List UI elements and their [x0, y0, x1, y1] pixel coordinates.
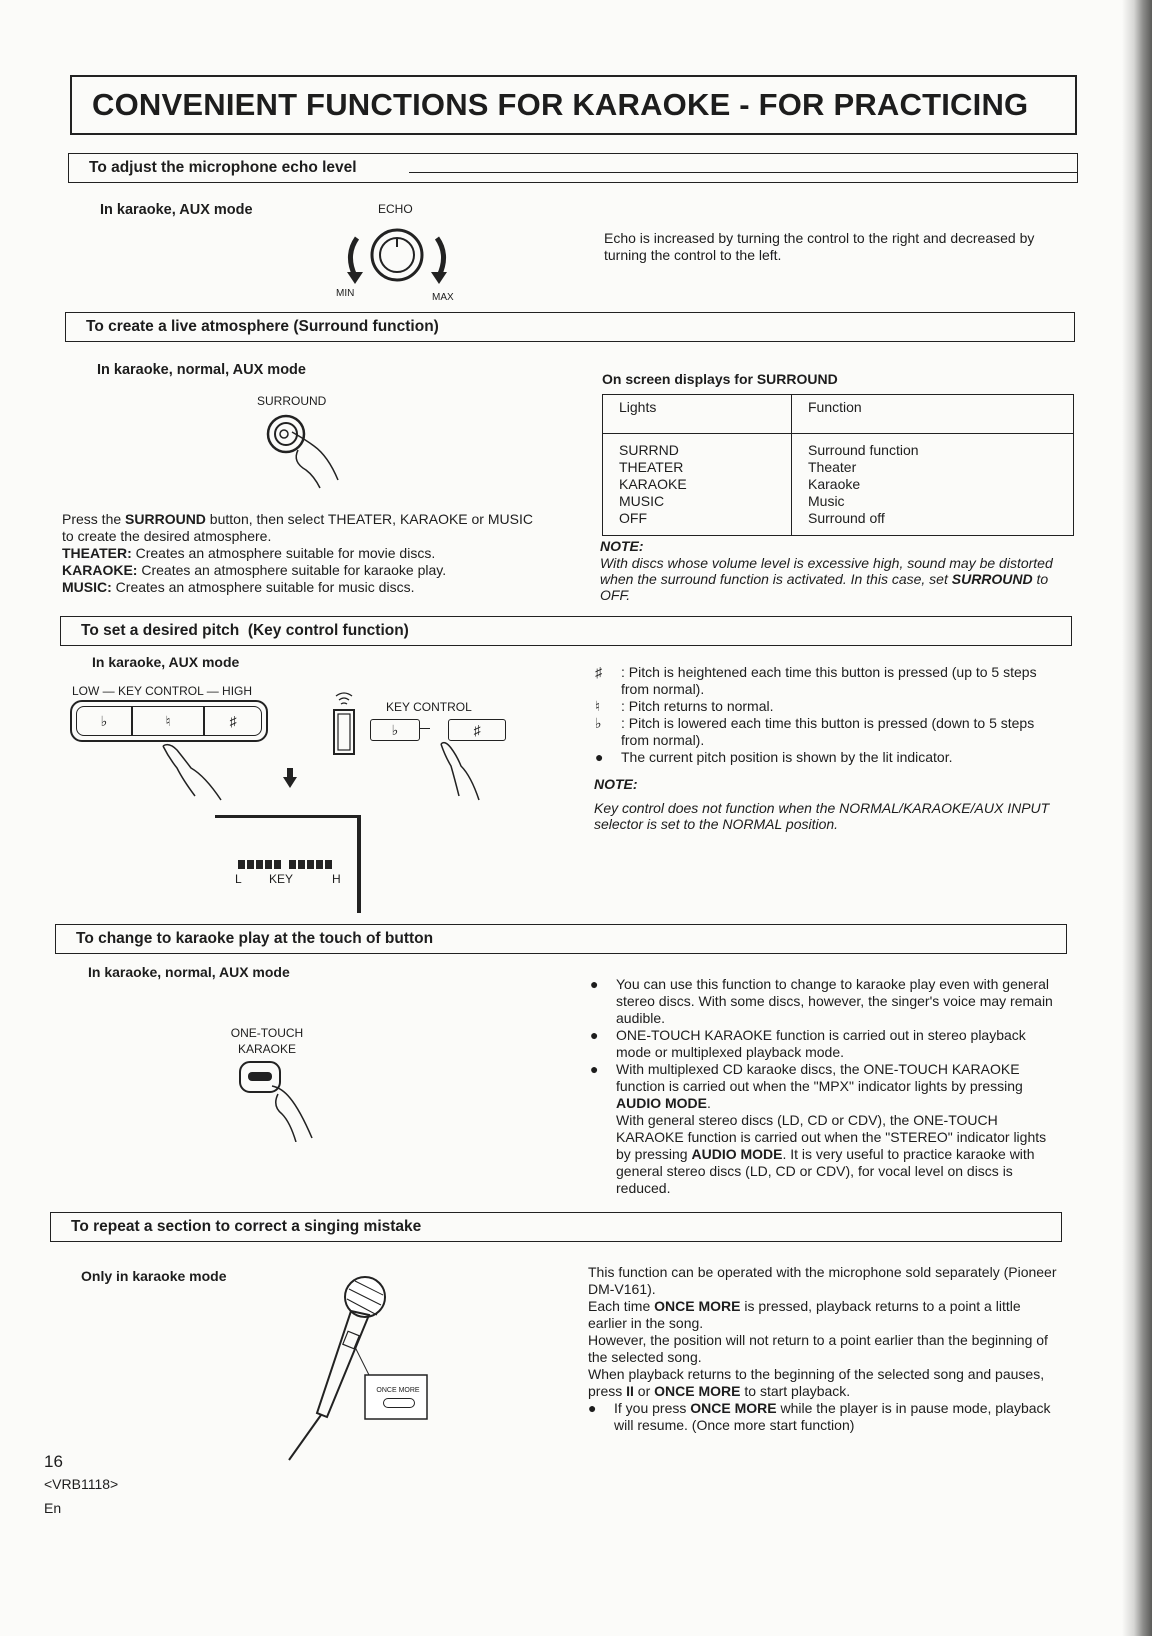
onetouch-label-1: ONE-TOUCH: [230, 1026, 304, 1040]
repeat-p2-pre: Each time: [588, 1298, 655, 1314]
function-item: Music: [808, 493, 845, 509]
pitch-section-header: [60, 616, 1072, 646]
repeat-bullet-text: [614, 1400, 1058, 1434]
echo-knob-icon: [335, 220, 460, 292]
mode-karaoke-name: KARAOKE:: [62, 562, 138, 578]
surround-heading: To create a live atmosphere (Surround function): [86, 318, 439, 335]
repeat-p2-post: is pressed, playback returns to a point a little earlier in the song.: [588, 1298, 1021, 1331]
remote-flat-button[interactable]: ♭: [370, 719, 420, 741]
repeat-p3: However, the position will not return to a point earlier than the beginning of the selected song.: [588, 1332, 1048, 1365]
light-item: MUSIC: [619, 493, 665, 509]
mic-once-more-label: ONCE MORE: [376, 1387, 420, 1394]
onetouch-bullet-1: You can use this function to change to karaoke play even with general stereo discs. With some discs, however, the singer's voice may remain audible.: [616, 976, 1053, 1026]
meter-high-label: H: [332, 872, 341, 886]
pitch-note: Key control does not function when the NORMAL/KARAOKE/AUX INPUT selector is set to the NORMAL position.: [594, 800, 1050, 832]
repeat-p1: This function can be operated with the microphone sold separately (Pioneer DM-V161).: [588, 1264, 1057, 1297]
remote-button-divider: [420, 728, 430, 729]
page-title: CONVENIENT FUNCTIONS FOR KARAOKE - FOR PRACTICING: [92, 87, 1029, 122]
surround-press-post: button, then select THEATER, KARAOKE or MUSIC to create the desired atmosphere.: [62, 511, 533, 544]
surround-note-post: to OFF.: [600, 571, 1049, 603]
pitch-item-symbol: ♮: [595, 698, 601, 714]
repeat-bullet-pre: If you press: [614, 1400, 691, 1416]
pitch-item-symbol: ♭: [595, 715, 602, 731]
pitch-heading-main: To set a desired pitch: [81, 622, 240, 639]
repeat-p2-bold: ONCE MORE: [654, 1298, 741, 1314]
pitch-item-text: The current pitch position is shown by the lit indicator.: [621, 749, 953, 765]
surround-press-bold: SURROUND: [125, 511, 206, 527]
microphone-icon: [265, 1275, 450, 1465]
surround-table-title: On screen displays for SURROUND: [602, 371, 838, 387]
function-item: Theater: [808, 459, 857, 475]
surround-press-pre: Press the: [62, 511, 126, 527]
doc-code: <VRB1118>: [44, 1476, 119, 1492]
meter-key-label: KEY: [269, 872, 294, 886]
meter-low-label: L: [235, 872, 242, 886]
echo-mode: In karaoke, AUX mode: [100, 202, 253, 218]
onetouch-bullet-2: ONE-TOUCH KARAOKE function is carried out in stereo playback mode or multiplexed playback mode.: [616, 1027, 1026, 1060]
onetouch-bullet: ● ONE-TOUCH KARAOKE function is carried out in stereo playback mode or multiplexed playback mode.: [590, 1027, 1064, 1061]
pitch-item-text: : Pitch returns to normal.: [621, 698, 774, 714]
surround-section-header: [65, 312, 1075, 342]
repeat-text: [588, 1264, 1058, 1434]
repeat-section-header: [50, 1212, 1062, 1242]
echo-heading: To adjust the microphone echo level: [89, 159, 357, 176]
repeat-p4-mid: or: [633, 1383, 655, 1399]
remote-sharp-button[interactable]: ♯: [448, 719, 506, 741]
pitch-item: [595, 749, 1055, 766]
table-header-function: Function: [792, 395, 1074, 434]
mode-music-text: Creates an atmosphere suitable for music discs.: [111, 579, 415, 595]
pitch-item: [595, 664, 1055, 698]
surround-table: [602, 394, 1074, 536]
repeat-p2: [588, 1298, 1058, 1332]
onetouch-bullet-3-bold: AUDIO MODE: [616, 1095, 707, 1111]
onetouch-bullet: ● With multiplexed CD karaoke discs, the ONE-TOUCH KARAOKE function is carried out when the "MPX" indicator lights by pressing AUDIO MODE.: [590, 1061, 1064, 1112]
function-item: Karaoke: [808, 476, 861, 492]
light-item: THEATER: [619, 459, 684, 475]
pitch-item: [595, 698, 1055, 715]
echo-description: Echo is increased by turning the control to the right and decreased by turning the control to the left.: [604, 230, 1035, 263]
light-item: OFF: [619, 510, 647, 526]
mode-karaoke-text: Creates an atmosphere suitable for karaoke play.: [137, 562, 447, 578]
onetouch-heading: To change to karaoke play at the touch of button: [76, 930, 434, 947]
repeat-p4-bold: ONCE MORE: [654, 1383, 741, 1399]
pointing-hand-icon-2: [435, 740, 485, 806]
repeat-heading: To repeat a section to correct a singing mistake: [71, 1218, 422, 1235]
language-code: En: [44, 1500, 62, 1516]
mic-once-more-button[interactable]: [383, 1398, 415, 1408]
surround-note-pre: With discs whose volume level is excessive high, sound may be distorted when the surround function is activated. In this case, set: [600, 555, 1053, 587]
sharp-button[interactable]: ♯: [204, 706, 262, 736]
page-edge-shadow: [1122, 0, 1152, 1636]
repeat-p4-post: to start playback.: [740, 1383, 851, 1399]
onetouch-bullet-3-pre: With multiplexed CD karaoke discs, the ONE-TOUCH KARAOKE function is carried out when the "MPX" indicator lights by pressing: [616, 1061, 1023, 1094]
mode-music-name: MUSIC:: [62, 579, 112, 595]
flat-button[interactable]: ♭: [76, 706, 132, 736]
onetouch-section-header: [55, 924, 1067, 954]
pitch-note-label: NOTE:: [594, 776, 638, 792]
pitch-item-symbol: ♯: [595, 664, 602, 680]
natural-button[interactable]: ♮: [132, 706, 204, 736]
onetouch-bullet-3b-post: . It is very useful to practice karaoke with general stereo discs (LD, CD or CDV), for vocal level on discs is reduced.: [616, 1146, 1035, 1196]
onetouch-bullet-3: [616, 1061, 1064, 1112]
table-function-cell: [792, 434, 1074, 536]
surround-button-label: SURROUND: [257, 394, 327, 408]
repeat-bullet-bold: ONCE MORE: [690, 1400, 777, 1416]
onetouch-mode: In karaoke, normal, AUX mode: [88, 964, 290, 980]
repeat-bullet-post: while the player is in pause mode, playback will resume. (Once more start function): [614, 1400, 1051, 1433]
repeat-p4-pause: II: [626, 1383, 634, 1399]
arrow-down-icon: [283, 768, 297, 788]
onetouch-bullet-3b-bold: AUDIO MODE: [691, 1146, 783, 1162]
mode-theater-text: Creates an atmosphere suitable for movie discs.: [131, 545, 436, 561]
table-header-lights: Lights: [603, 395, 792, 434]
onetouch-bullet-3b: [616, 1112, 1064, 1197]
pitch-meter-labels: [235, 872, 345, 886]
onetouch-label-2: KARAOKE: [237, 1042, 297, 1056]
pitch-item-text: : Pitch is lowered each time this button is pressed (down to 5 steps from normal).: [621, 715, 1035, 748]
repeat-mode: Only in karaoke mode: [81, 1268, 227, 1284]
echo-label: ECHO: [378, 202, 413, 216]
surround-note-bold: SURROUND: [951, 571, 1033, 587]
page-title-box: [70, 75, 1077, 135]
pitch-meter: [238, 860, 332, 869]
pointing-hand-icon: [155, 740, 235, 804]
pitch-item-text: : Pitch is heightened each time this button is pressed (up to 5 steps from normal).: [621, 664, 1037, 697]
onetouch-bullet-3-post: .: [707, 1095, 711, 1111]
surround-button-icon: [262, 410, 362, 490]
pitch-items: [595, 664, 1055, 766]
onetouch-button-icon[interactable]: [238, 1058, 338, 1142]
onetouch-bullet-continued: [590, 1112, 1064, 1197]
surround-note: [600, 555, 1074, 603]
repeat-p4: [588, 1366, 1058, 1400]
echo-max: MAX: [432, 292, 454, 303]
light-item: KARAOKE: [619, 476, 687, 492]
pitch-heading-sub: (Key control function): [247, 622, 409, 639]
mode-theater-name: THEATER:: [62, 545, 132, 561]
pitch-heading: [81, 622, 409, 640]
remote-control-icon: [331, 690, 357, 756]
surround-mode: In karaoke, normal, AUX mode: [97, 362, 306, 378]
onetouch-bullet-3b-pre: With general stereo discs (LD, CD or CDV), the ONE-TOUCH KARAOKE function is carried out when the "STEREO" indicator lights by pressing: [616, 1112, 1047, 1162]
remote-key-control-label: KEY CONTROL: [386, 700, 472, 714]
echo-section-header: [68, 153, 1078, 183]
onetouch-bullets: [590, 976, 1064, 1197]
pitch-item-symbol: ●: [595, 749, 604, 765]
surround-instructions: [62, 511, 542, 596]
surround-note-label: NOTE:: [600, 538, 644, 554]
pitch-mode: In karaoke, AUX mode: [92, 654, 240, 670]
function-item: Surround function: [808, 442, 919, 458]
repeat-bullet: ● If you press ONCE MORE while the player is in pause mode, playback will resume. (Once more start function): [588, 1400, 1058, 1434]
key-control-scale: LOW — KEY CONTROL — HIGH: [72, 684, 253, 698]
echo-min: MIN: [336, 288, 355, 299]
repeat-p4-pre: When playback returns to the beginning of the selected song and pauses, press: [588, 1366, 1045, 1399]
table-lights-cell: [603, 434, 792, 536]
pitch-item: [595, 715, 1055, 749]
light-item: SURRND: [619, 442, 679, 458]
function-item: Surround off: [808, 510, 885, 526]
onetouch-bullet: ● You can use this function to change to karaoke play even with general stereo discs. With some discs, however, the singer's voice may remain audible.: [590, 976, 1064, 1027]
page-number: 16: [44, 1452, 63, 1471]
